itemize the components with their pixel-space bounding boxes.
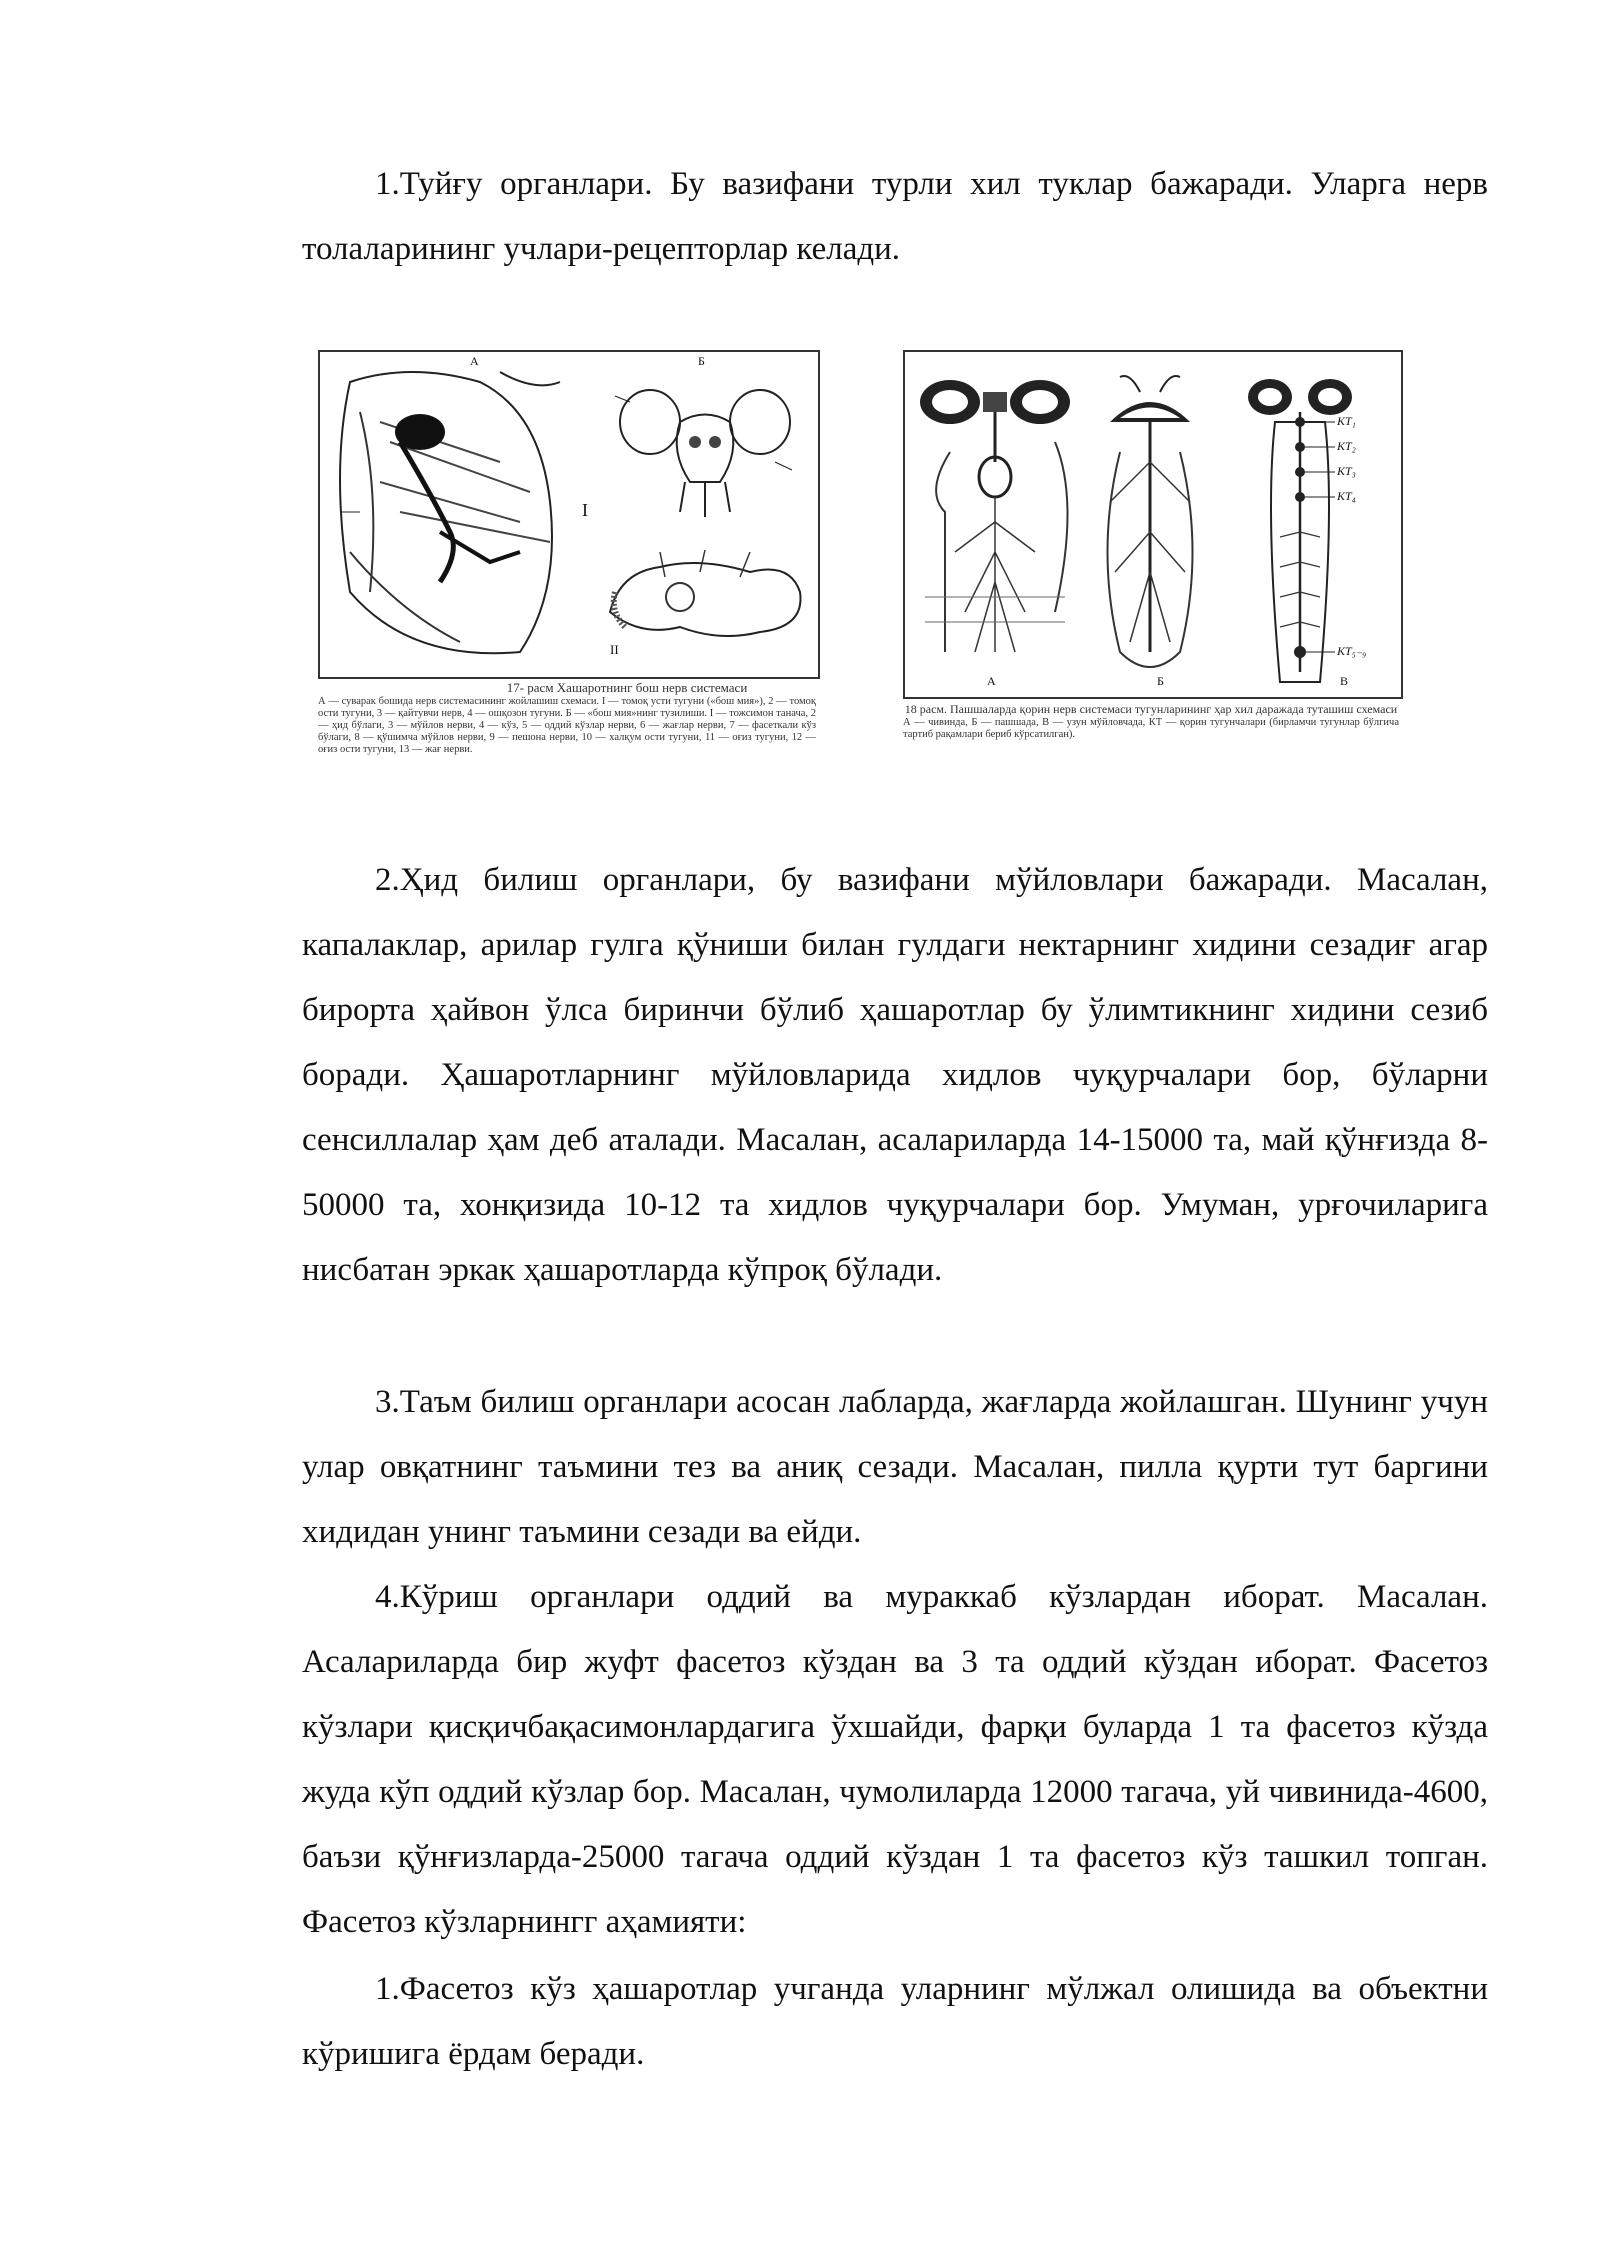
figure-17-panel-a-label: А [470, 354, 479, 368]
paragraph-2: 2.Ҳид билиш органлари, бу вазифани мўйловлари бажаради. Масалан, капалаклар, арилар гулга қўниши билан гулдаги нектарнинг хидини сезадиғ агар бирорта ҳайвон ўлса биринчи бўлиб ҳашаротлар бу ўлимтикнинг хидини сезиб боради. Ҳашаротларнинг мўйловларида хидлов чуқурчалари бор, бўларни сенсиллалар ҳам деб аталади. Масалан, асалариларда 14-15000 та, май қўнғизда 8-50000 та, хонқизида 10-12 та хидлов чуқурчалари бор. Умуман, урғочиларига нисбатан эркак ҳашаротларда кўпроқ бўлади. [302, 862, 1488, 1288]
figure-18-drawing [905, 352, 1401, 697]
figure-18-kt1-label: КТ₁ [1337, 414, 1356, 428]
figure-17-drawing [320, 352, 818, 677]
figure-17-label-ii: II [610, 642, 619, 657]
figure-18-panel-b-label: Б [1157, 674, 1164, 688]
figure-18-abdominal-nerve-system [903, 350, 1403, 699]
figure-18-kt4-label: КТ₄ [1337, 489, 1356, 503]
figure-18-caption-legend: А — чивинда, Б — пашшада, В — узун мўйловчада, КТ — қорин тугунчалари (бирламчи тугунлар бўлгича тартиб рақамлари бериб кўрсатилган). [903, 717, 1399, 740]
paragraph-4: 4.Кўриш органлари оддий ва мураккаб кўзлардан иборат. Масалан. Асалариларда бир жуфт фасетоз кўздан ва 3 та оддий кўздан иборат. Фасетоз кўзлари қисқичбақасимонлардагига ўхшайди, фарқи буларда 1 та фасетоз кўзда жуда кўп оддий кўзлар бор. Масалан, чумолиларда 12000 тагача, уй чивинида-4600, баъзи қўнғизларда-25000 тагача оддий кўздан 1 та фасетоз кўз ташкил топган. Фасетоз кўзларнингг аҳамияти: [302, 1579, 1488, 1940]
figure-18-kt5-label: КТ₅₋₉ [1337, 644, 1367, 658]
figure-18-caption-block [903, 702, 1399, 741]
figure-18-kt2-label: КТ₂ [1337, 439, 1356, 453]
figure-17-caption: 17- расм Хашаротнинг бош нерв системаси [506, 680, 748, 695]
paragraph-3: 3.Таъм билиш органлари асосан лабларда, жағларда жойлашган. Шунинг учун улар овқатнинг таъмини тез ва аниқ сезади. Масалан, пилла қурти тут баргини хидидан унинг таъмини сезади ва ейди. [302, 1384, 1488, 1550]
figure-17-caption-block [318, 680, 816, 756]
paragraph-5: 1.Фасетоз кўз ҳашаротлар учганда уларнинг мўлжал олишида ва объектни кўришига ёрдам беради. [302, 1971, 1488, 2072]
figure-17-caption-legend: А — суварак бошида нерв системасининг жойлашиш схемаси. I — томоқ усти тугуни («бош мия»), 2 — томоқ ости тугуни, 3 — қайтувчи нерв, 4 — ошқозон тугуни. Б — «бош мия»нинг тузилиши. I — тожсимон танача, 2 — ҳид бўлаги, 3 — мўйлов нерви, 4 — кўз, 5 — оддий кўзлар нерви, 6 — жағлар нерви, 7 — фасеткали кўз бўлаги, 8 — қўшимча мўйлов нерви, 9 — пешона нерви, 10 — халқум ости тугуни, 11 — оғиз тугуни, 12 — оғиз ости тугуни, 13 — жағ нерви. [318, 696, 816, 755]
figure-18-caption: 18 расм. Пашшаларда қорин нерв системаси тугунларининг ҳар хил даражада туташиш схемаси [904, 702, 1398, 716]
figure-18-kt3-label: КТ₃ [1337, 464, 1356, 478]
figure-17-label-i: I [582, 500, 588, 520]
figure-17-nervous-system-head [318, 350, 820, 679]
figure-18-panel-c-label: В [1340, 674, 1349, 688]
paragraph-1: 1.Туйғу органлари. Бу вазифани турли хил туклар бажаради. Уларга нерв толаларининг учлари-рецепторлар келади. [302, 166, 1488, 267]
figure-18-panel-a-label: А [987, 674, 996, 688]
figure-17-panel-b-label: Б [698, 354, 705, 368]
